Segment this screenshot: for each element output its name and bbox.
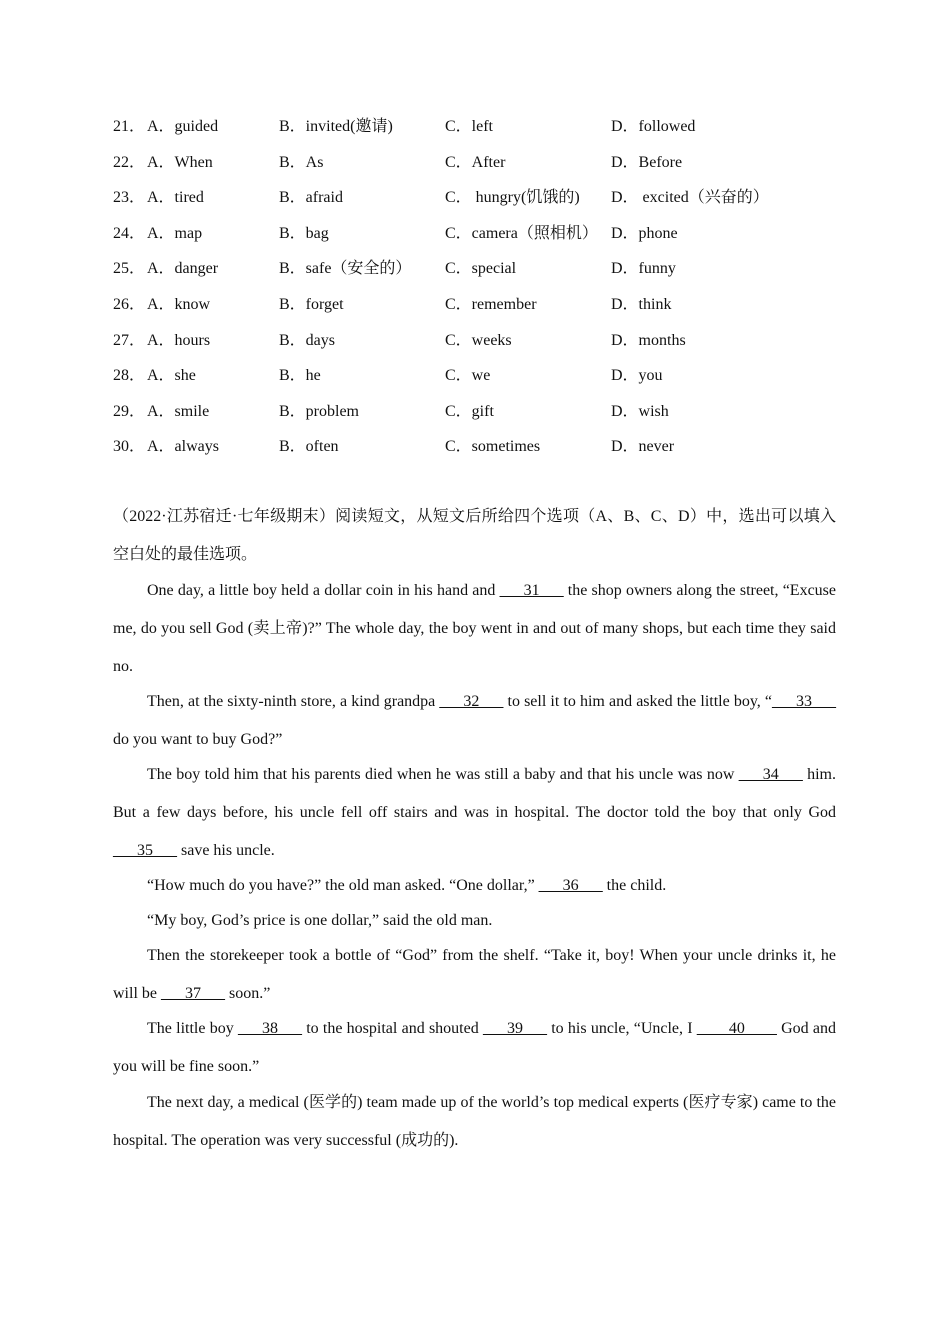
blank-39: ___39___ xyxy=(482,1020,547,1037)
text-span: to sell it to him and asked the little boy, “ xyxy=(503,693,773,710)
option-d: D．months xyxy=(611,332,686,349)
option-b: B．bag xyxy=(279,225,329,242)
text-span: Then the storekeeper took a bottle of “God” from the shelf. “Take it, boy! When your uncle drinks it, he will be xyxy=(113,947,836,1002)
text-span: The next day, a medical (医学的) team made up of the world’s top medical experts (医疗专家) came to the hospital. The operation was very successful (成功的). xyxy=(113,1094,836,1149)
blank-33: ___33___ xyxy=(772,693,837,710)
text-span: save his uncle. xyxy=(177,842,275,859)
option-b: B．days xyxy=(279,332,336,349)
option-c: C．weeks xyxy=(445,332,512,349)
option-c: C．special xyxy=(445,260,517,277)
option-a: A．smile xyxy=(147,403,210,420)
option-b: B．safe（安全的） xyxy=(279,260,412,277)
passage-paragraph-8 xyxy=(113,1084,836,1160)
option-a: A．always xyxy=(147,438,219,455)
question-number: 29． xyxy=(113,403,146,420)
text-span: One day, a little boy held a dollar coin in his hand and xyxy=(147,582,500,599)
option-b: B．he xyxy=(279,367,321,384)
text-span: him. But a few days before, his uncle fell off stairs and was in hospital. The doctor told the boy that only God xyxy=(113,766,837,821)
text-span: to the hospital and shouted xyxy=(301,1020,483,1037)
question-number: 24． xyxy=(113,225,146,242)
passage-paragraph-1 xyxy=(113,572,836,686)
option-c: C．After xyxy=(445,154,506,171)
text-span: The little boy xyxy=(147,1020,238,1037)
option-c: C．remember xyxy=(445,296,537,313)
text-span: soon.” xyxy=(225,985,271,1002)
question-number: 25． xyxy=(113,260,146,277)
text-span: to his uncle, “Uncle, I xyxy=(546,1020,697,1037)
blank-32: ___32___ xyxy=(439,693,504,710)
blank-38: ___38___ xyxy=(237,1020,302,1037)
option-d: D．funny xyxy=(611,260,676,277)
passage-paragraph-2 xyxy=(113,683,836,759)
text-span: Then, at the sixty-ninth store, a kind grandpa xyxy=(147,693,440,710)
passage-paragraph-3 xyxy=(113,756,836,870)
option-c: C． hungry(饥饿的) xyxy=(445,189,580,206)
blank-37: ___37___ xyxy=(161,985,225,1002)
question-number: 21． xyxy=(113,118,146,135)
question-number: 23． xyxy=(113,189,146,206)
option-a: A．know xyxy=(147,296,211,313)
text-span: “My boy, God’s price is one dollar,” said the old man. xyxy=(147,912,493,929)
question-number: 30． xyxy=(113,438,146,455)
option-d: D．wish xyxy=(611,403,669,420)
option-b: B．problem xyxy=(279,403,359,420)
option-d: D．you xyxy=(611,367,663,384)
text-span: do you want to buy God?” xyxy=(113,731,283,748)
option-c: C．left xyxy=(445,118,493,135)
question-number: 22． xyxy=(113,154,146,171)
option-a: A．danger xyxy=(147,260,219,277)
blank-40: ____40____ xyxy=(696,1020,777,1037)
option-b: B．As xyxy=(279,154,324,171)
option-d: D．Before xyxy=(611,154,683,171)
passage-paragraph-6 xyxy=(113,937,836,1013)
blank-34: ___34___ xyxy=(738,766,803,783)
passage-paragraph-4 xyxy=(113,867,836,905)
question-number: 26． xyxy=(113,296,146,313)
option-d: D．followed xyxy=(611,118,696,135)
blank-36: ___36___ xyxy=(538,877,603,894)
option-a: A．map xyxy=(147,225,203,242)
option-a: A．tired xyxy=(147,189,204,206)
option-b: B．afraid xyxy=(279,189,343,206)
passage-paragraph-5 xyxy=(113,902,836,940)
option-c: C．we xyxy=(445,367,491,384)
blank-35: ___35___ xyxy=(113,842,177,859)
option-c: C．camera（照相机） xyxy=(445,225,598,242)
instruction-text: （2022·江苏宿迁·七年级期末）阅读短文，从短文后所给四个选项（A、B、C、D）中，选出可以填入空白处的最佳选项。 xyxy=(113,508,836,563)
text-span: the shop owners along the street, “Excuse me, do you sell God (卖上帝)?” The whole day, the boy went in and out of many shops, but each time they said no. xyxy=(113,582,837,675)
passage-paragraph-7 xyxy=(113,1010,836,1086)
option-b: B．often xyxy=(279,438,339,455)
option-a: A．guided xyxy=(147,118,219,135)
option-a: A．she xyxy=(147,367,196,384)
text-span: God and you will be fine soon.” xyxy=(113,1020,837,1075)
option-c: C．sometimes xyxy=(445,438,541,455)
option-d: D．think xyxy=(611,296,672,313)
text-span: the child. xyxy=(602,877,667,894)
option-d: D． excited（兴奋的） xyxy=(611,189,769,206)
option-d: D．never xyxy=(611,438,675,455)
option-a: A．hours xyxy=(147,332,211,349)
option-b: B．forget xyxy=(279,296,344,313)
option-a: A．When xyxy=(147,154,213,171)
question-number: 28． xyxy=(113,367,146,384)
option-d: D．phone xyxy=(611,225,678,242)
text-span: The boy told him that his parents died when he was still a baby and that his uncle was now xyxy=(147,766,739,783)
option-c: C．gift xyxy=(445,403,494,420)
blank-31: ___31___ xyxy=(499,582,564,599)
option-b: B．invited(邀请) xyxy=(279,118,393,135)
text-span: “How much do you have?” the old man asked. “One dollar,” xyxy=(147,877,539,894)
question-number: 27． xyxy=(113,332,146,349)
